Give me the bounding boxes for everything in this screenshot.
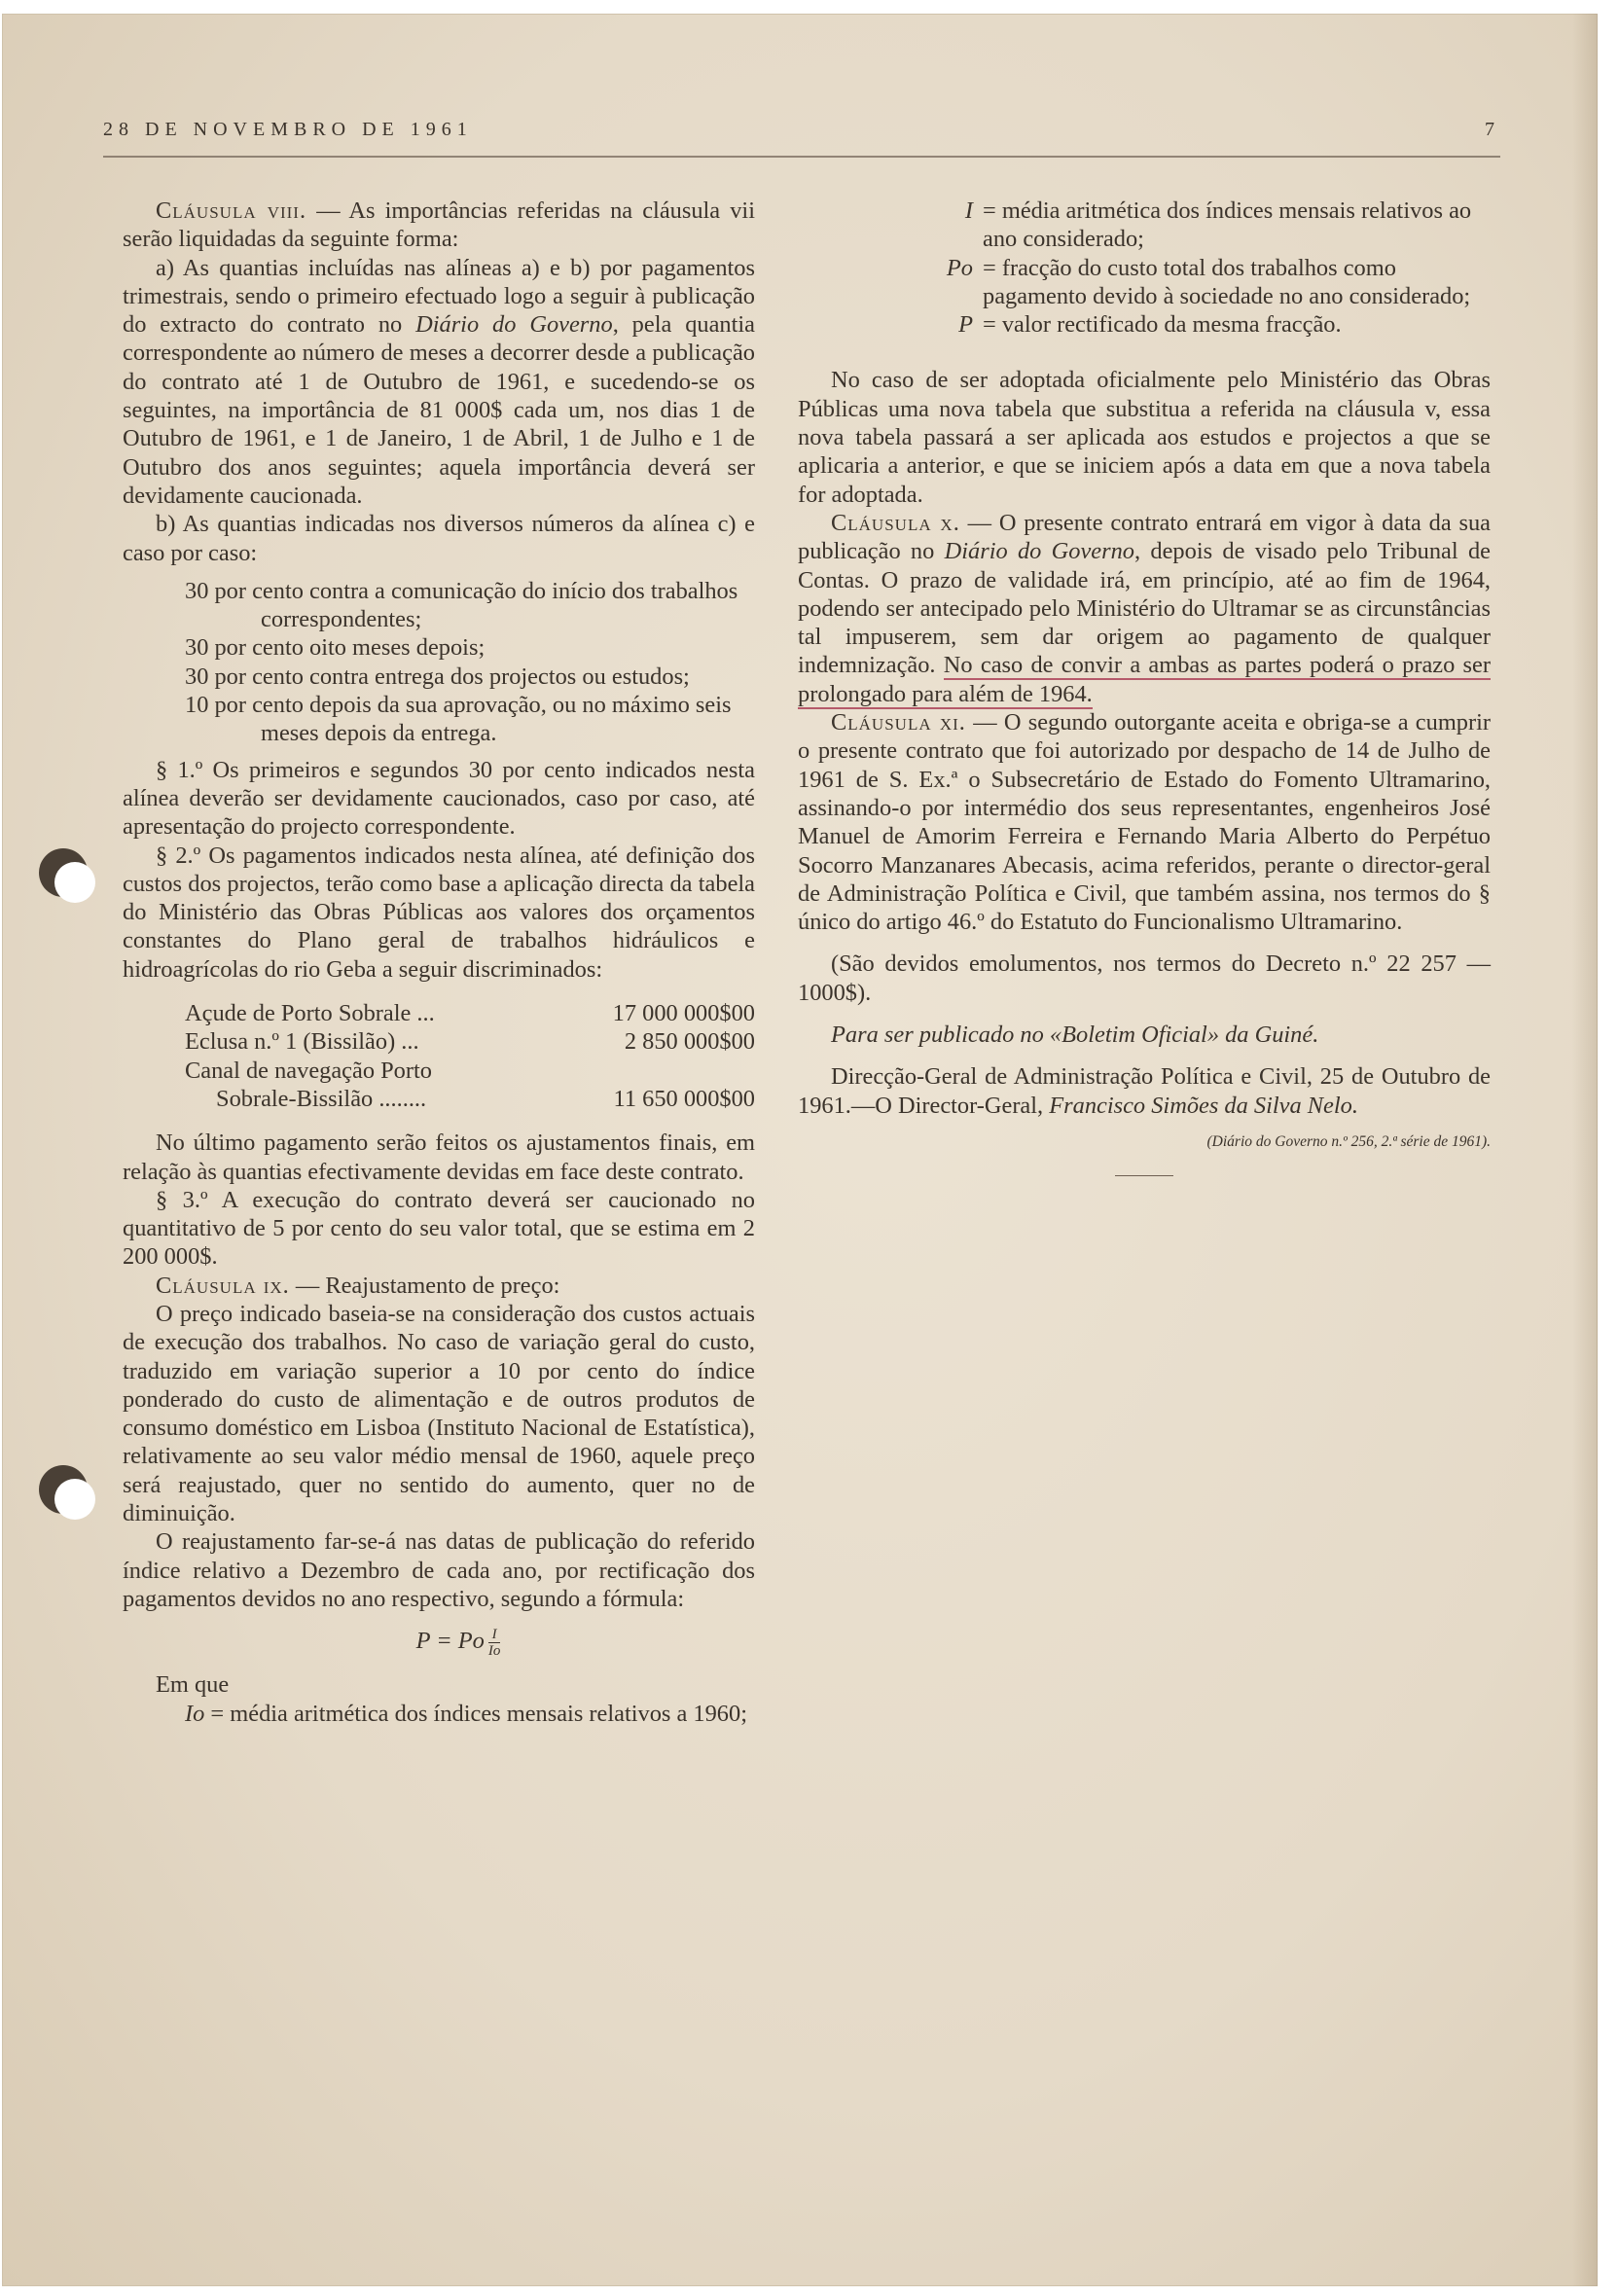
page-header bbox=[103, 119, 1494, 144]
clausula-9-text: — Reajustamento de preço: bbox=[289, 1272, 560, 1299]
list-item: 10 por cento depois da sua aprovação, ou no máximo seis meses depois da entrega. bbox=[185, 692, 732, 747]
clausula-10-heading: Cláusula x. bbox=[831, 509, 960, 536]
definition-text: = fracção do custo total dos trabalhos como pagamento devido à sociedade no ano considerado; bbox=[983, 254, 1471, 309]
definition-po bbox=[798, 254, 1491, 311]
direccao-text: Direcção-Geral de Administração Política e Civil, 25 de Outubro de 1961.—O Director-Geral, bbox=[798, 1063, 1491, 1119]
paragraph-2: § 2.º Os pagamentos indicados nesta alínea, até definição dos custos dos projectos, terão como base a aplicação directa da tabela do Ministério das Obras Públicas aos valores dos orçamentos constantes do Plano geral de trabalhos hidráulicos e hidroagrícolas do rio Geba a seguir discriminados: bbox=[123, 842, 755, 983]
formula-fraction bbox=[488, 1627, 501, 1659]
work-value: 2 850 000$00 bbox=[624, 1028, 755, 1056]
ultimo-pagamento: No último pagamento serão feitos os ajustamentos finais, em relação às quantias efectivamente devidas em face deste contrato. bbox=[123, 1130, 755, 1185]
formula bbox=[162, 1627, 755, 1659]
item-a-text-2: , pela quantia correspondente ao número de meses a decorrer desde a publicação do contrato até 1 de Outubro de 1961, e sucedendo-se os seguintes, na importância de 81 000$ cada um, nos dias 1 de Outubro de 1961, e 1 de Janeiro, 1 de Abril, 1 de Julho e 1 de Outubro dos anos seguintes; aquela importância deverá ser devidamente caucionada. bbox=[123, 311, 755, 509]
nova-tabela-paragraph: No caso de ser adoptada oficialmente pelo Ministério das Obras Públicas uma nova tabela que substitua a referida na cláusula v, essa nova tabela passará a ser aplicada aos estudos e projectos a que se aplicaria a anterior, e que se iniciem após a data em que a nova tabela for adoptada. bbox=[798, 367, 1491, 508]
formula-numerator: I bbox=[488, 1627, 501, 1643]
document-page bbox=[2, 14, 1598, 2286]
definition-i bbox=[798, 197, 1491, 254]
source-citation: (Diário do Governo n.º 256, 2.ª série de 1961). bbox=[1206, 1132, 1491, 1150]
work-label: Canal de navegação Porto bbox=[185, 1057, 432, 1084]
punch-hole-upper bbox=[54, 862, 95, 903]
definition-text: = média aritmética dos índices mensais relativos a 1960; bbox=[204, 1700, 747, 1727]
boletim-note: Para ser publicado no «Boletim Oficial» da Guiné. bbox=[831, 1022, 1319, 1049]
item-b: b) As quantias indicadas nos diversos números da alínea c) e caso por caso: bbox=[123, 511, 755, 566]
table-row bbox=[185, 999, 755, 1027]
definition-symbol: I bbox=[964, 197, 973, 224]
list-item: 30 por cento contra entrega dos projectos ou estudos; bbox=[185, 663, 690, 690]
paragraph-1: § 1.º Os primeiros e segundos 30 por cento indicados nesta alínea deverão ser devidamente caucionados, caso por caso, até apresentação do projecto correspondente. bbox=[123, 756, 755, 841]
header-rule bbox=[103, 156, 1500, 158]
work-value bbox=[570, 1057, 755, 1085]
item-a-italic: Diário do Governo bbox=[415, 311, 613, 339]
preco-paragraph: O preço indicado baseia-se na consideração dos custos actuais de execução dos trabalhos. No caso de variação geral do custo, traduzido em variação superior a 10 por cento do índice ponderado do custo de alimentação e de outros produtos de consumo doméstico em Lisboa (Instituto Nacional de Estatística), relativamente ao seu valor médio mensal de 1960, aquele preço será reajustado, quer no sentido do aumento, quer no de diminuição. bbox=[123, 1300, 755, 1527]
table-row bbox=[185, 1057, 755, 1085]
page-edge-shadow bbox=[1572, 14, 1598, 2286]
clausula-11-heading: Cláusula xi. bbox=[831, 709, 966, 736]
clausula-11 bbox=[798, 708, 1491, 936]
direccao-signature bbox=[798, 1062, 1491, 1120]
closing-rule bbox=[1115, 1175, 1173, 1176]
clausula-8 bbox=[123, 197, 755, 254]
definition-symbol: P bbox=[958, 311, 973, 339]
work-label: Eclusa n.º 1 (Bissilão) ... bbox=[185, 1028, 419, 1056]
formula-lhs: P = Po bbox=[415, 1628, 485, 1655]
header-date: 28 DE NOVEMBRO DE 1961 bbox=[103, 119, 473, 140]
em-que-label: Em que bbox=[156, 1671, 230, 1699]
paragraph-3: § 3.º A execução do contrato deverá ser caucionado no quantitativo de 5 por cento do seu valor total, que se estima em 2 200 000$. bbox=[123, 1186, 755, 1271]
clausula-10-text-2: , depois de visado pelo Tribunal de Contas. O prazo de validade irá, em princípio, até ao fim de 1964, podendo ser antecipado pelo Ministério do Ultramar se as circunstâncias tal impuserem, sem dar origem ao pagamento de qualquer indemnização. bbox=[798, 538, 1491, 679]
reajustamento-paragraph: O reajustamento far-se-á nas datas de publicação do referido índice relativo a Dezembro de cada ano, por rectificação dos pagamentos devidos no ano respectivo, segundo a fórmula: bbox=[123, 1528, 755, 1612]
definition-symbol: Io bbox=[185, 1700, 205, 1727]
clausula-9 bbox=[123, 1272, 755, 1300]
director-name: Francisco Simões da Silva Nelo. bbox=[1049, 1092, 1358, 1119]
definition-symbol: Po bbox=[946, 254, 973, 281]
underlined-sentence: No caso de convir a ambas as partes poderá o prazo ser prolongado para além de 1964. bbox=[798, 652, 1491, 707]
percent-list bbox=[185, 577, 755, 748]
work-label: Sobrale-Bissilão ........ bbox=[216, 1085, 427, 1112]
clausula-8-text: — As importâncias referidas na cláusula vii serão liquidadas da seguinte forma: bbox=[123, 197, 755, 253]
punch-hole-lower bbox=[54, 1479, 95, 1520]
item-a bbox=[123, 254, 755, 511]
work-label: Açude de Porto Sobrale ... bbox=[185, 1000, 435, 1027]
definition-text: = valor rectificado da mesma fracção. bbox=[983, 311, 1342, 339]
definition-io bbox=[185, 1700, 755, 1728]
right-column bbox=[798, 197, 1491, 1176]
definitions-right bbox=[798, 197, 1491, 339]
work-value: 11 650 000$00 bbox=[613, 1085, 755, 1112]
definition-text: = média aritmética dos índices mensais relativos ao ano considerado; bbox=[983, 197, 1472, 253]
table-row bbox=[185, 1027, 755, 1056]
left-column bbox=[123, 197, 755, 1728]
formula-denominator: Io bbox=[487, 1643, 501, 1660]
clausula-9-heading: Cláusula ix. bbox=[156, 1272, 290, 1299]
work-value: 17 000 000$00 bbox=[612, 1000, 755, 1027]
definitions-left bbox=[185, 1700, 755, 1728]
clausula-11-text: — O segundo outorgante aceita e obriga-se a cumprir o presente contrato que foi autorizado por despacho de 14 de Julho de 1961 de S. Ex.ª o Subsecretário de Estado do Fomento Ultramarino, assinando-o por intermédio dos seus representantes, engenheiros José Manuel de Amorim Ferreira e Fernando Maria Alberto do Perpétuo Socorro Manzanares Abecasis, acima referidos, perante o director-geral de Administração Política e Civil, que também assina, nos termos do § único do artigo 46.º do Estatuto do Funcionalismo Ultramarino. bbox=[798, 709, 1492, 936]
clausula-8-heading: Cláusula viii. bbox=[156, 197, 307, 224]
item-a-text: a) As quantias incluídas nas alíneas a) e b) por pagamentos trimestrais, sendo o primeiro efectuado logo a seguir à publicação do extracto do contrato no bbox=[123, 254, 755, 339]
list-item: 30 por cento oito meses depois; bbox=[185, 634, 486, 662]
clausula-10 bbox=[798, 509, 1491, 708]
clausula-10-text: — O presente contrato entrará em vigor à data da sua publicação no bbox=[798, 509, 1491, 565]
definition-p bbox=[798, 310, 1491, 339]
clausula-10-italic: Diário do Governo bbox=[944, 538, 1135, 565]
page-number: 7 bbox=[1485, 119, 1494, 140]
list-item: 30 por cento contra a comunicação do início dos trabalhos correspondentes; bbox=[185, 577, 738, 633]
emolumentos-note: (São devidos emolumentos, nos termos do Decreto n.º 22 257 — 1000$). bbox=[798, 951, 1491, 1006]
table-row bbox=[185, 1085, 755, 1113]
works-table bbox=[185, 999, 755, 1113]
